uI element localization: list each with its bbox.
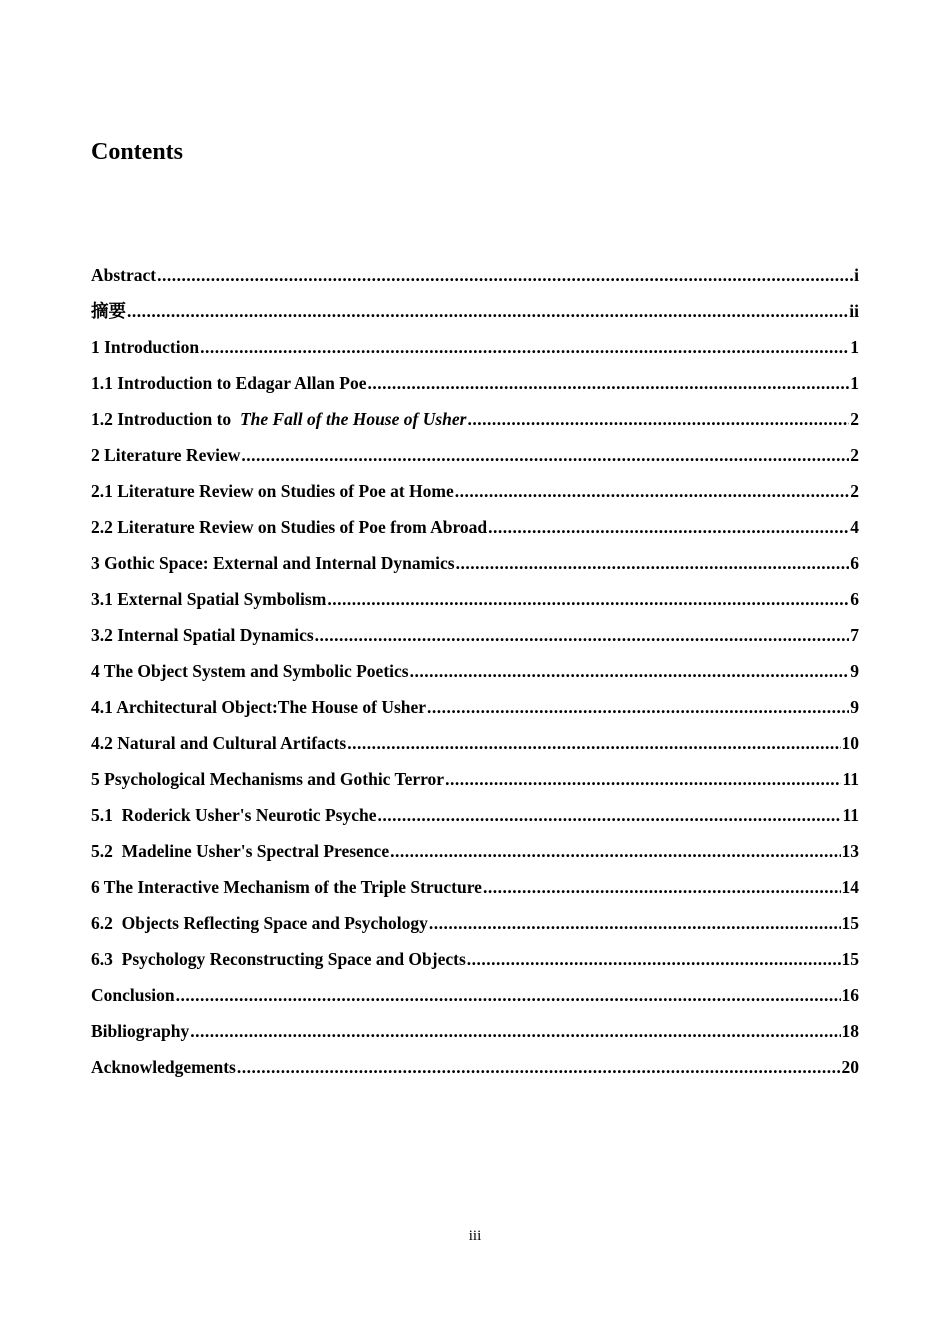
- toc-entry-page: 7: [850, 625, 859, 645]
- dot-leader: [190, 1019, 840, 1043]
- toc-entry-4-1[interactable]: [91, 695, 859, 731]
- toc-entry-6-2[interactable]: [91, 911, 859, 947]
- toc-entry-label: Acknowledgements: [91, 1057, 236, 1077]
- toc-entry-label: Bibliography: [91, 1021, 190, 1041]
- toc-entry-2-2[interactable]: [91, 515, 859, 551]
- dot-leader: [377, 803, 841, 827]
- toc-entry-3[interactable]: [91, 551, 859, 587]
- toc-entry-6[interactable]: [91, 875, 859, 911]
- toc-entry-label: 2 Literature Review: [91, 445, 241, 465]
- toc-entry-label: 摘要: [91, 301, 126, 321]
- toc-entry-page: 2: [850, 409, 859, 429]
- dot-leader: [368, 371, 850, 395]
- toc-entry-page: 6: [850, 589, 859, 609]
- toc-entry-label: 5.2 Madeline Usher's Spectral Presence: [91, 841, 390, 861]
- toc-entry-label: 4.2 Natural and Cultural Artifacts: [91, 733, 347, 753]
- dot-leader: [445, 767, 841, 791]
- toc-entry-1-2[interactable]: [91, 407, 859, 443]
- toc-entry-page: 1: [850, 373, 859, 393]
- dot-leader: [347, 731, 840, 755]
- toc-entry-label: Conclusion: [91, 985, 175, 1005]
- dot-leader: [429, 911, 841, 935]
- page-title: Contents: [91, 139, 184, 165]
- page-number: iii: [468, 1228, 482, 1244]
- toc-entry-label: 5.1 Roderick Usher's Neurotic Psyche: [91, 805, 377, 825]
- dot-leader: [456, 551, 850, 575]
- dot-leader: [315, 623, 850, 647]
- dot-leader: [483, 875, 841, 899]
- dot-leader: [427, 695, 849, 719]
- toc-entry-3-2[interactable]: [91, 623, 859, 659]
- toc-entry-label: [91, 407, 466, 431]
- toc-entry-page: i: [854, 265, 859, 285]
- toc-entry-label-prefix: 1.2 Introduction to: [91, 409, 240, 429]
- toc-entry-page: 2: [850, 481, 859, 501]
- toc-entry-label: 5 Psychological Mechanisms and Gothic Terror: [91, 769, 445, 789]
- dot-leader: [241, 443, 849, 467]
- toc-entry-4[interactable]: [91, 659, 859, 695]
- toc-entry-page: 6: [850, 553, 859, 573]
- toc-entry-5[interactable]: [91, 767, 859, 803]
- dot-leader: [410, 659, 850, 683]
- toc-entry-5-2[interactable]: [91, 839, 859, 875]
- dot-leader: [237, 1055, 841, 1079]
- dot-leader: [455, 479, 850, 503]
- toc-entry-page: 15: [841, 913, 859, 933]
- toc-entry-label: 1 Introduction: [91, 337, 200, 357]
- toc-entry-page: 14: [841, 877, 859, 897]
- toc-entry-label: 6.2 Objects Reflecting Space and Psychology: [91, 913, 428, 933]
- toc-entry-label: 3.1 External Spatial Symbolism: [91, 589, 327, 609]
- dot-leader: [467, 947, 841, 971]
- dot-leader: [488, 515, 849, 539]
- toc-entry-page: 9: [850, 697, 859, 717]
- toc-entry-page: 18: [841, 1021, 859, 1041]
- toc-entry-page: 9: [850, 661, 859, 681]
- toc-entry-page: 11: [842, 769, 859, 789]
- toc-entry-5-1[interactable]: [91, 803, 859, 839]
- toc-entry-1-1[interactable]: [91, 371, 859, 407]
- toc-entry-label-italic-title: The Fall of the House of Usher: [239, 409, 467, 429]
- toc-entry-label: Abstract: [91, 265, 157, 285]
- toc-entry-page: 13: [841, 841, 859, 861]
- toc-entry-label: 3 Gothic Space: External and Internal Dynamics: [91, 553, 455, 573]
- toc-entry-label: 4.1 Architectural Object:The House of Usher: [91, 697, 427, 717]
- toc-entry-page: 1: [850, 337, 859, 357]
- toc-entry-1[interactable]: [91, 335, 859, 371]
- dot-leader: [127, 299, 848, 323]
- toc-entry-label: 2.1 Literature Review on Studies of Poe at Home: [91, 481, 454, 501]
- toc-entry-acknowledgements[interactable]: [91, 1055, 859, 1091]
- toc-entry-page: 15: [841, 949, 859, 969]
- toc-entry-chinese-abstract[interactable]: [91, 299, 859, 335]
- toc-entry-4-2[interactable]: [91, 731, 859, 767]
- toc-entry-3-1[interactable]: [91, 587, 859, 623]
- dot-leader: [157, 263, 853, 287]
- toc-entry-page: 16: [841, 985, 859, 1005]
- toc-entry-6-3[interactable]: [91, 947, 859, 983]
- toc-entry-label: 2.2 Literature Review on Studies of Poe from Abroad: [91, 517, 488, 537]
- dot-leader: [176, 983, 841, 1007]
- toc-entry-page: 10: [841, 733, 859, 753]
- dot-leader: [467, 407, 849, 431]
- toc-entry-2[interactable]: [91, 443, 859, 479]
- toc-entry-label: 1.1 Introduction to Edagar Allan Poe: [91, 373, 367, 393]
- toc-entry-2-1[interactable]: [91, 479, 859, 515]
- toc-entry-abstract[interactable]: [91, 263, 859, 299]
- dot-leader: [200, 335, 849, 359]
- toc-entry-page: 20: [841, 1057, 859, 1077]
- toc-entry-conclusion[interactable]: [91, 983, 859, 1019]
- toc-entry-label: 6.3 Psychology Reconstructing Space and Objects: [91, 949, 466, 969]
- toc-entry-bibliography[interactable]: [91, 1019, 859, 1055]
- table-of-contents: [91, 263, 859, 1091]
- toc-entry-page: ii: [849, 301, 859, 321]
- dot-leader: [390, 839, 840, 863]
- toc-entry-page: 4: [850, 517, 859, 537]
- toc-entry-page: 11: [842, 805, 859, 825]
- toc-entry-label: 3.2 Internal Spatial Dynamics: [91, 625, 314, 645]
- dot-leader: [327, 587, 849, 611]
- toc-entry-label: 4 The Object System and Symbolic Poetics: [91, 661, 409, 681]
- toc-entry-label: 6 The Interactive Mechanism of the Triple Structure: [91, 877, 482, 897]
- toc-entry-page: 2: [850, 445, 859, 465]
